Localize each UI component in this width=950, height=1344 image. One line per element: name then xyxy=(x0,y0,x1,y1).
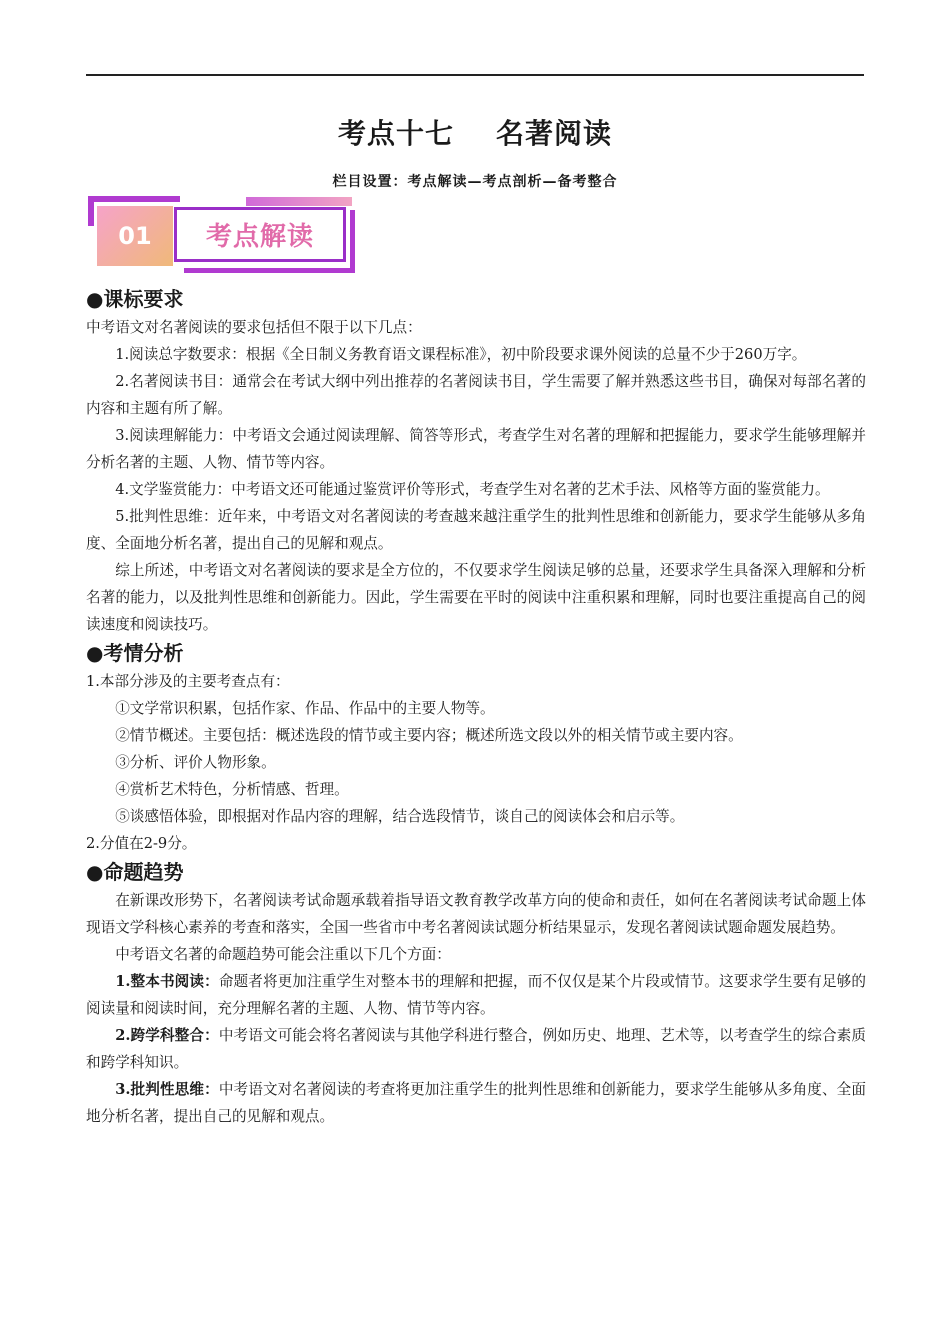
section-heading-curriculum: ●课标要求 xyxy=(86,287,184,311)
header-rule xyxy=(86,74,864,76)
trend-label: 1.整本书阅读： xyxy=(115,973,219,990)
curriculum-item: 3.阅读理解能力：中考语文会通过阅读理解、简答等形式，考查学生对名著的理解和把握能力，要求学生能够理解并分析名著的主题、人物、情节等内容。 xyxy=(86,427,866,471)
exam-point: ③分析、评价人物形象。 xyxy=(115,754,276,771)
trend-item xyxy=(86,1076,866,1130)
trend-item xyxy=(86,968,866,1022)
title-part-2: 名著阅读 xyxy=(496,117,613,150)
trends-intro: 中考语文名著的命题趋势可能会注重以下几个方面： xyxy=(115,946,451,963)
badge-label-box xyxy=(174,207,346,262)
document-body xyxy=(86,284,866,1130)
curriculum-item: 4.文学鉴赏能力：中考语文还可能通过鉴赏评价等形式，考查学生对名著的艺术手法、风格等方面的鉴赏能力。 xyxy=(115,481,830,498)
trend-text: 命题者将更加注重学生对整本书的理解和把握，而不仅仅是某个片段或情节。这要求学生要有足够的阅读量和阅读时间，充分理解名著的主题、人物、情节等内容。 xyxy=(86,973,866,1017)
exam-point: ①文学常识积累，包括作家、作品、作品中的主要人物等。 xyxy=(115,700,495,717)
curriculum-summary: 综上所述，中考语文对名著阅读的要求是全方位的，不仅要求学生阅读足够的总量，还要求学生具备深入理解和分析名著的能力，以及批判性思维和创新能力。因此，学生需要在平时的阅读中注重积累和理解，同时也要注重提高自己的阅读速度和阅读技巧。 xyxy=(86,562,866,633)
trend-label: 2.跨学科整合： xyxy=(115,1027,219,1044)
badge-label: 考点解读 xyxy=(205,222,314,252)
trend-label: 3.批判性思维： xyxy=(115,1081,219,1098)
section-heading-trends: ●命题趋势 xyxy=(86,860,184,884)
curriculum-item: 5.批判性思维：近年来，中考语文对名著阅读的考查越来越注重学生的批判性思维和创新能力，要求学生能够从多角度、全面地分析名著，提出自己的见解和观点。 xyxy=(86,508,866,552)
exam-point: ④赏析艺术特色，分析情感、哲理。 xyxy=(115,781,349,798)
trend-item xyxy=(86,1022,866,1076)
exam-point: ②情节概述。主要包括：概述选段的情节或主要内容；概述所选文段以外的相关情节或主要内容。 xyxy=(115,727,743,744)
exam-analysis-intro: 1.本部分涉及的主要考查点有： xyxy=(86,673,290,690)
section-badge xyxy=(88,196,360,278)
section-heading-exam-analysis: ●考情分析 xyxy=(86,641,184,665)
title-part-1: 考点十七 xyxy=(337,117,454,150)
trends-paragraph: 在新课改形势下，名著阅读考试命题承载着指导语文教育教学改革方向的使命和责任，如何在名著阅读考试命题上体现语文学科核心素养的考查和落实，全国一些省市中考名著阅读试题分析结果显示，发现名著阅读试题命题发展趋势。 xyxy=(86,892,866,936)
trend-text: 中考语文对名著阅读的考查将更加注重学生的批判性思维和创新能力，要求学生能够从多角度、全面地分析名著，提出自己的见解和观点。 xyxy=(86,1081,866,1125)
trend-text: 中考语文可能会将名著阅读与其他学科进行整合，例如历史、地理、艺术等，以考查学生的综合素质和跨学科知识。 xyxy=(86,1027,866,1071)
curriculum-item: 1.阅读总字数要求：根据《全日制义务教育语文课程标准》，初中阶段要求课外阅读的总量不少于260万字。 xyxy=(115,346,807,363)
exam-score-range: 2.分值在2-9分。 xyxy=(86,835,197,852)
badge-number: 01 xyxy=(97,206,173,266)
curriculum-intro: 中考语文对名著阅读的要求包括但不限于以下几点： xyxy=(86,319,422,336)
column-setting: 栏目设置：考点解读—考点剖析—备考整合 xyxy=(332,174,618,190)
exam-point: ⑤谈感悟体验，即根据对作品内容的理解，结合选段情节，谈自己的阅读体会和启示等。 xyxy=(115,808,685,825)
curriculum-item: 2.名著阅读书目：通常会在考试大纲中列出推荐的名著阅读书目，学生需要了解并熟悉这些书目，确保对每部名著的内容和主题有所了解。 xyxy=(86,373,866,417)
page-title xyxy=(0,112,950,152)
